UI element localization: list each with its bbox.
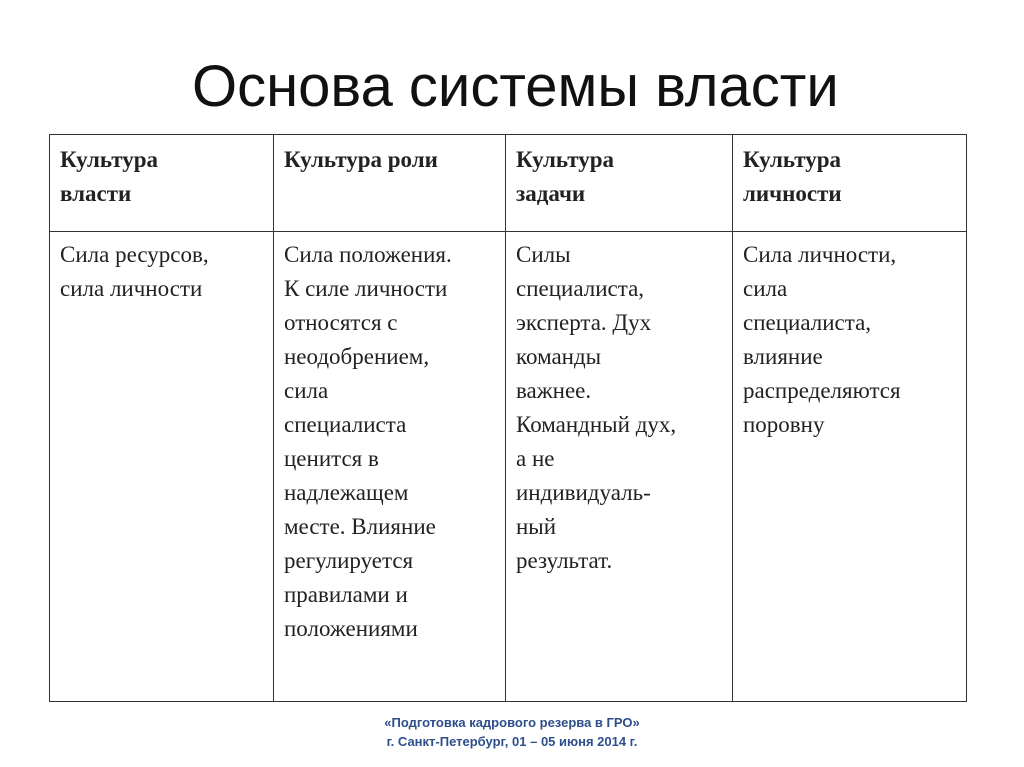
slide-title: Основа системы власти: [192, 54, 839, 119]
cell-line: К силе личности: [284, 276, 448, 301]
footer-event-title: «Подготовка кадрового резерва в ГРО»: [384, 715, 640, 730]
table-header-row: [50, 135, 967, 232]
footer-event-place-date: г. Санкт-Петербург, 01 – 05 июня 2014 г.: [386, 734, 638, 749]
cell-line: влияние: [743, 344, 823, 369]
cell-line: сила: [284, 378, 329, 403]
cell-line: Сила личности,: [743, 242, 897, 267]
cell-line: специалиста: [284, 412, 407, 437]
cell-line: команды: [516, 344, 602, 369]
cell-line: ный: [516, 514, 557, 539]
power-culture-table: [49, 134, 967, 702]
cell-line: специалиста,: [743, 310, 872, 335]
cell-line: ценится в: [284, 446, 379, 471]
cell-role-culture: [274, 232, 506, 702]
cell-line: поровну: [743, 412, 825, 437]
cell-line: Командный дух,: [516, 412, 677, 437]
cell-line: результат.: [516, 548, 613, 573]
cell-person-culture: [733, 232, 967, 702]
header-power-culture: [50, 135, 274, 232]
cell-line: индивидуаль-: [516, 480, 651, 505]
cell-line: положениями: [284, 616, 418, 641]
cell-line: эксперта. Дух: [516, 310, 652, 335]
cell-line: правилами и: [284, 582, 408, 607]
cell-line: регулируется: [284, 548, 414, 573]
cell-line: специалиста,: [516, 276, 645, 301]
header-line: Культура: [60, 147, 159, 172]
header-person-culture: [733, 135, 967, 232]
cell-line: Сила положения.: [284, 242, 452, 267]
cell-line: относятся с: [284, 310, 398, 335]
cell-line: месте. Влияние: [284, 514, 436, 539]
header-task-culture: [506, 135, 733, 232]
cell-line: неодобрением,: [284, 344, 430, 369]
cell-line: надлежащем: [284, 480, 409, 505]
cell-line: Силы: [516, 242, 571, 267]
header-line: Культура: [743, 147, 842, 172]
cell-line: сила личности: [60, 276, 203, 301]
header-line: задачи: [516, 181, 586, 206]
header-line: Культура: [516, 147, 615, 172]
cell-power-culture: [50, 232, 274, 702]
header-line: личности: [743, 181, 842, 206]
table-row: [50, 232, 967, 702]
header-role-culture: [274, 135, 506, 232]
cell-task-culture: [506, 232, 733, 702]
slide-footer: [0, 713, 1024, 751]
cell-line: сила: [743, 276, 788, 301]
cell-line: важнее.: [516, 378, 592, 403]
cell-line: распределяются: [743, 378, 901, 403]
cell-line: а не: [516, 446, 555, 471]
cell-line: Сила ресурсов,: [60, 242, 209, 267]
header-line: Культура роли: [284, 147, 438, 172]
header-line: власти: [60, 181, 132, 206]
